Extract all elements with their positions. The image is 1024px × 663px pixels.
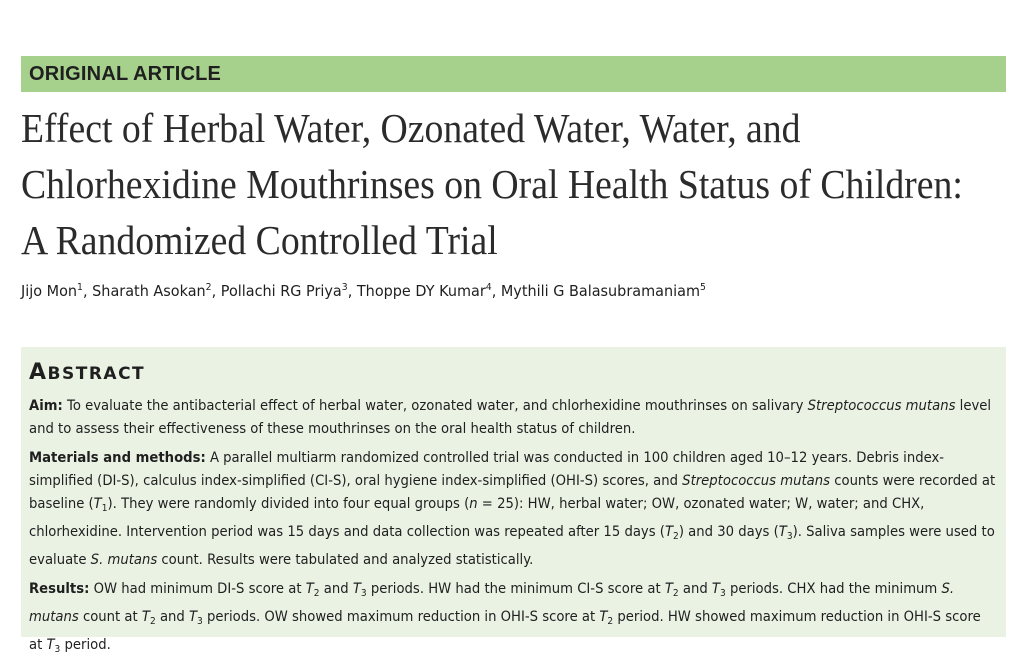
time-subscript: 3 (719, 588, 726, 599)
author-name: Thoppe DY Kumar (356, 282, 486, 300)
title-line-3: A Randomized Controlled Trial (21, 217, 498, 263)
methods-text: ). They were randomly divided into four equal groups ( (107, 495, 470, 512)
time-symbol: T (93, 495, 102, 512)
results-text: periods. HW had the minimum CI-S score at (366, 580, 665, 597)
methods-text: ). Saliva samples were used to evaluate (29, 523, 995, 568)
time-symbol: T (188, 608, 198, 625)
time-subscript: 2 (673, 531, 679, 542)
time-symbol: T (352, 580, 361, 597)
abstract-heading-rest: BSTRACT (47, 364, 146, 384)
methods-text: = 25): HW, herbal water; OW, ozonated water; W, water; and CHX, chlorhexidine. Intervention period was 15 days and data collection was repeated after 15 days ( (29, 495, 925, 540)
time-symbol: T (141, 608, 150, 625)
time-symbol: T (711, 580, 720, 597)
time-subscript: 2 (672, 588, 679, 599)
author-name: Pollachi RG Priya (220, 282, 342, 300)
time-subscript: 3 (360, 588, 367, 599)
time-subscript: 2 (607, 616, 614, 627)
article-type-banner: ORIGINAL ARTICLE (21, 56, 1006, 92)
article-title (21, 100, 963, 268)
abstract-body (29, 394, 997, 663)
author-name: Mythili G Balasubramaniam (500, 282, 700, 300)
author-name: Sharath Asokan (92, 282, 206, 300)
time-symbol: T (46, 636, 55, 653)
aim-text: To evaluate the antibacterial effect of herbal water, ozonated water, and chlorhexidine mouthrinses on salivary (62, 397, 808, 414)
abstract-methods (29, 446, 997, 571)
time-symbol: T (664, 523, 674, 540)
author-name: Jijo Mon (21, 282, 78, 300)
methods-text: counts were recorded at baseline ( (29, 472, 996, 512)
time-symbol: T (664, 580, 673, 597)
abstract-heading-initial: A (29, 360, 48, 385)
results-text: period. HW showed maximum reduction in OHI-S score at (29, 608, 981, 653)
results-text: OW had minimum DI-S score at (89, 580, 306, 597)
methods-label: Materials and methods: (29, 449, 206, 466)
results-text: count at (78, 608, 142, 625)
methods-species: S. mutans (90, 551, 158, 568)
affiliation-marker: 1 (77, 282, 83, 293)
time-subscript: 3 (197, 616, 203, 627)
results-species: S. mutans (29, 580, 955, 625)
time-subscript: 2 (149, 616, 156, 627)
time-symbol: T (305, 580, 314, 597)
sample-size-symbol: n (469, 495, 478, 512)
time-subscript: 2 (313, 588, 320, 599)
aim-text: level and to assess their effectiveness of these mouthrinses on the oral health status of children. (29, 397, 992, 437)
time-subscript: 3 (54, 644, 61, 655)
author-list: Jijo Mon$^1$, Sharath Asokan$^2$, Pollachi RG Priya$^3$, Thoppe DY Kumar$^4$, Mythili G Balasubramaniam$^5$ (21, 282, 706, 300)
methods-text: ) and 30 days ( (678, 523, 779, 540)
title-line-2: Chlorhexidine Mouthrinses on Oral Health Status of Children: (21, 161, 963, 207)
results-text: and (678, 580, 712, 597)
abstract-results (29, 577, 997, 661)
methods-text: count. Results were tabulated and analyzed statistically. (157, 551, 534, 568)
affiliation-marker: 5 (699, 282, 706, 293)
affiliation-marker: 2 (205, 282, 212, 293)
time-symbol: T (599, 608, 608, 625)
affiliation-marker: 4 (485, 282, 492, 293)
time-subscript: 1 (101, 503, 108, 514)
methods-species: Streptococcus mutans (682, 472, 831, 489)
results-label: Results: (29, 580, 90, 597)
time-subscript: 3 (786, 531, 793, 542)
abstract-aim (29, 394, 997, 440)
time-symbol: T (778, 523, 787, 540)
aim-label: Aim: (29, 397, 63, 414)
results-text: period. (60, 636, 111, 653)
results-text: and (319, 580, 353, 597)
results-text: periods. OW showed maximum reduction in OHI-S score at (202, 608, 600, 625)
affiliation-marker: 3 (341, 282, 348, 293)
abstract-heading (29, 360, 145, 385)
methods-text: A parallel multiarm randomized controlled trial was conducted in 100 children aged 10–12 years. Debris index-simplified (DI-S), calculus index-simplified (CI-S), oral hygiene index-simplified (OHI-S) scores, and (29, 449, 945, 489)
aim-species: Streptococcus mutans (807, 397, 956, 414)
title-line-1: Effect of Herbal Water, Ozonated Water, Water, and (21, 105, 801, 151)
results-text: periods. CHX had the minimum (725, 580, 942, 597)
results-text: and (155, 608, 189, 625)
